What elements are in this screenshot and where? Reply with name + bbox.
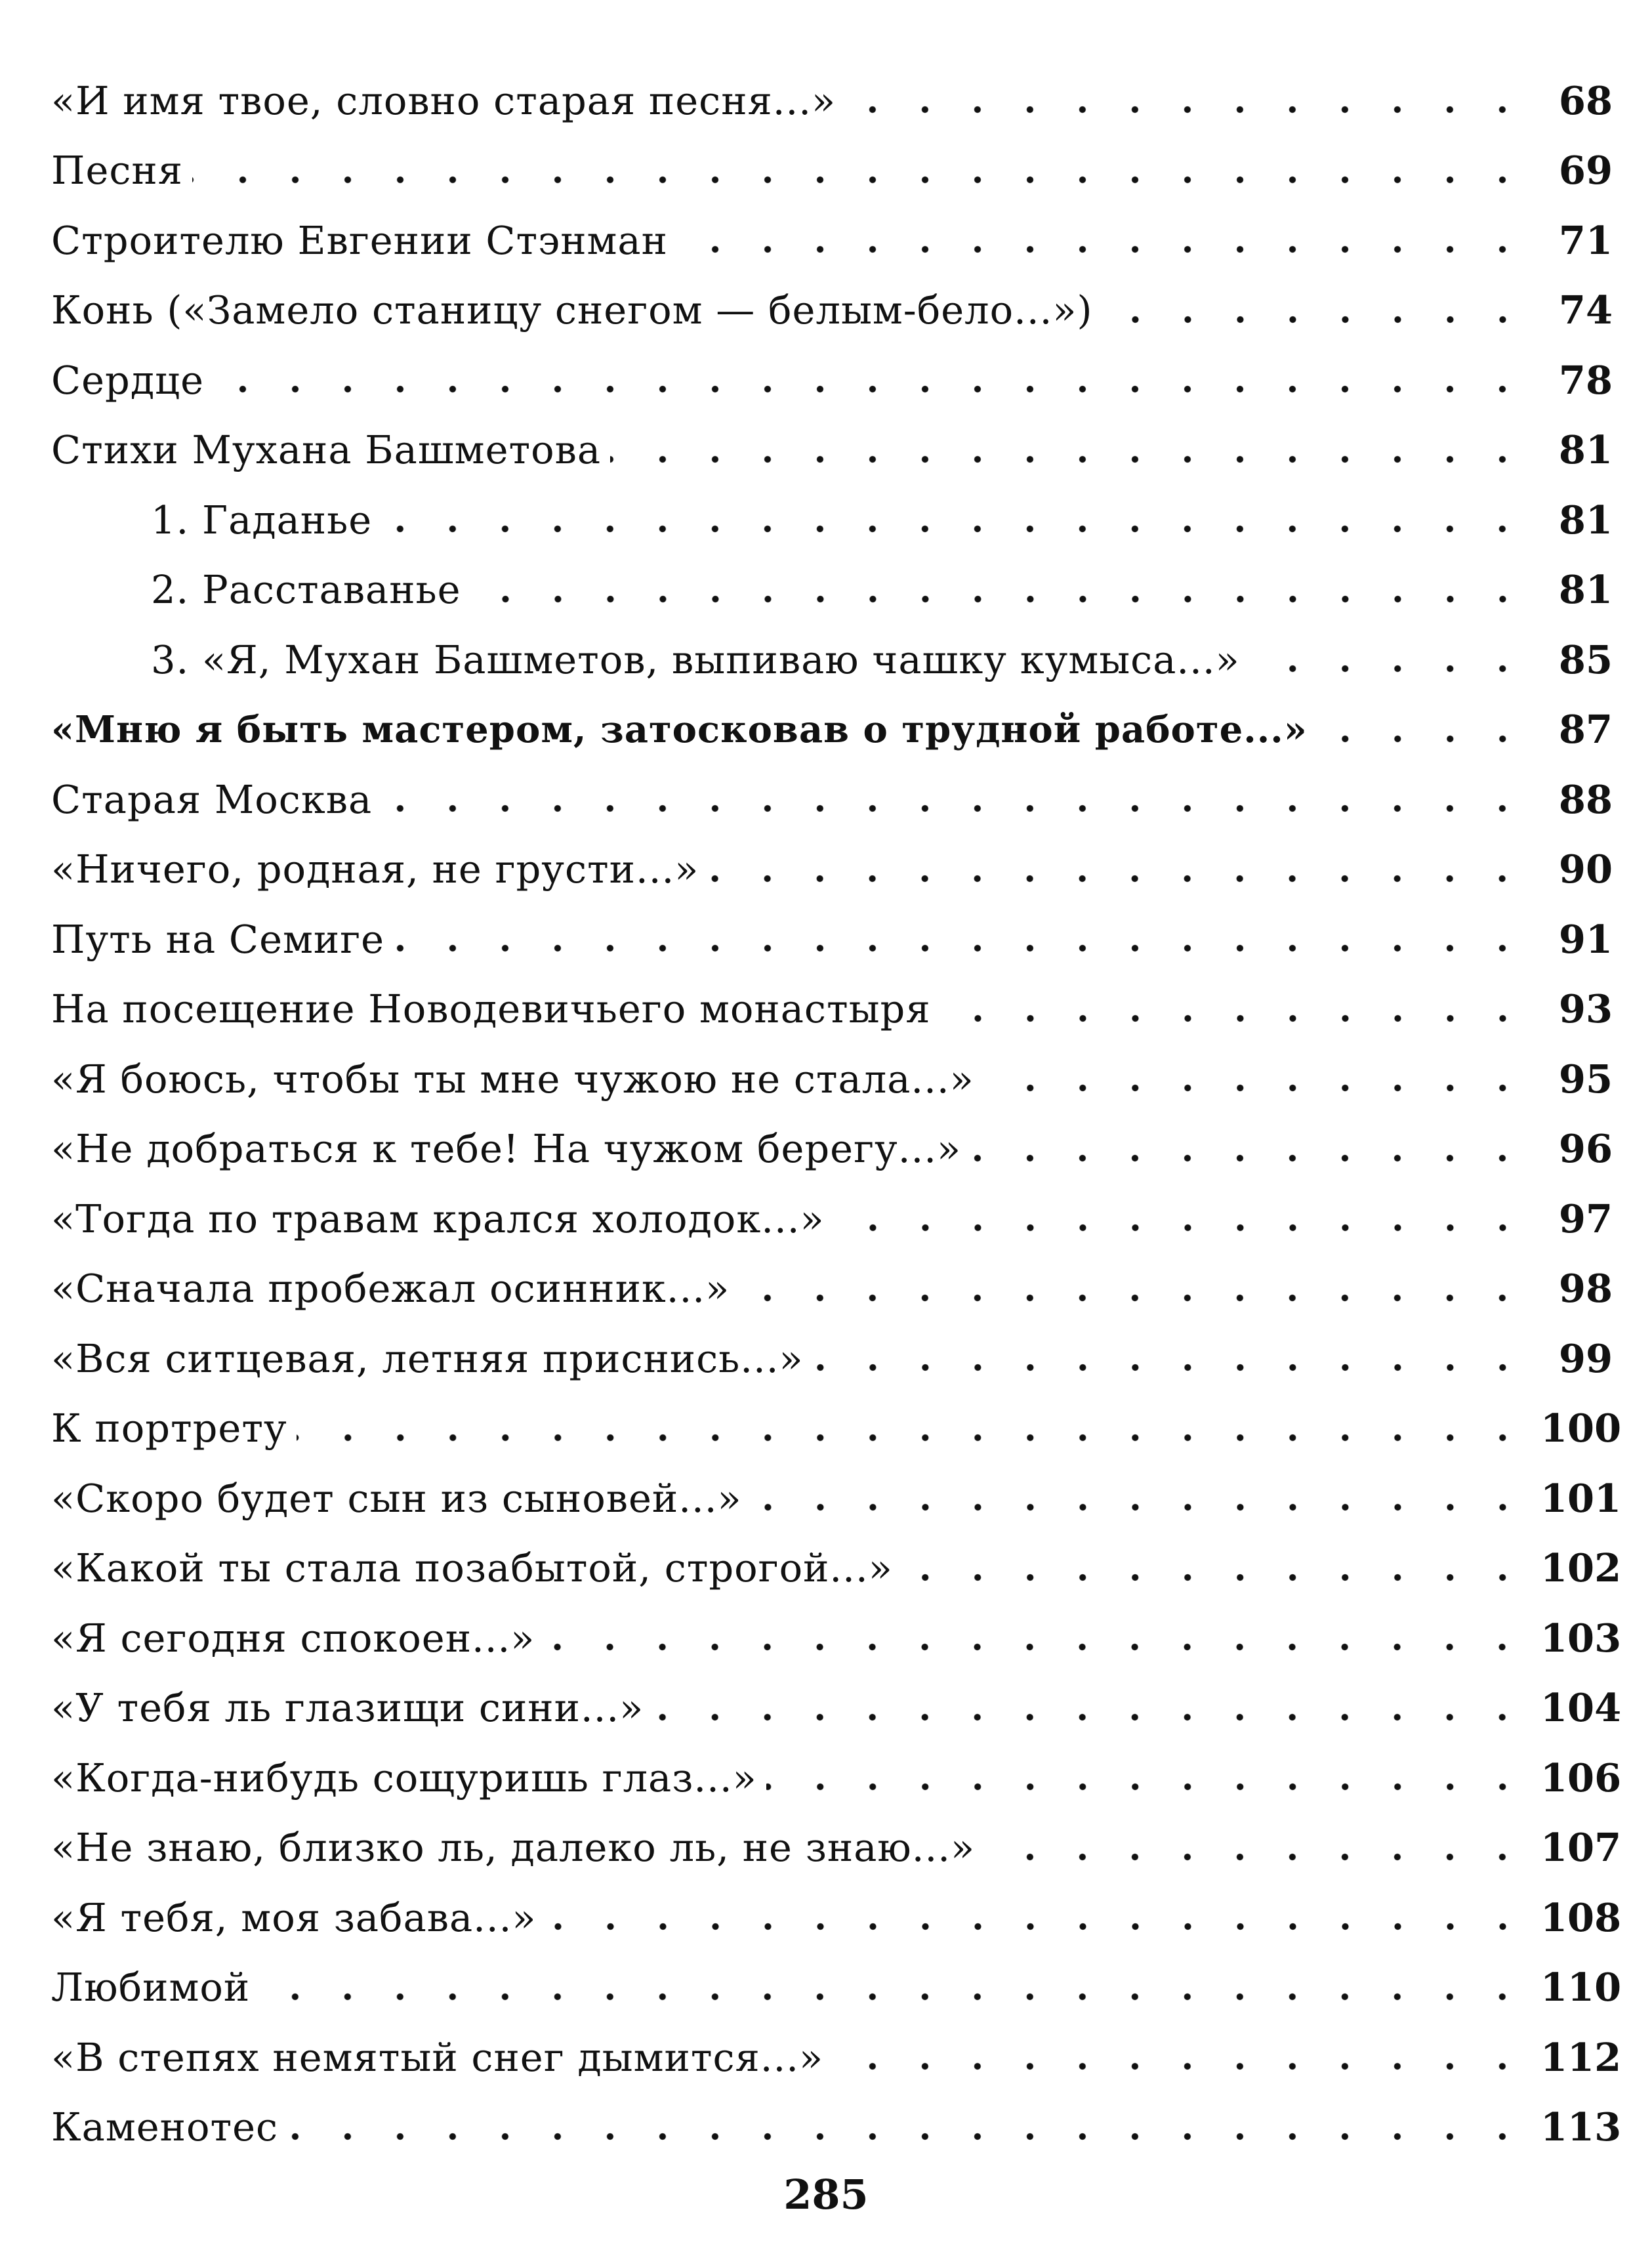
toc-entry <box>51 1394 1622 1464</box>
toc-entry <box>51 1044 1613 1114</box>
toc-entry <box>51 136 1613 206</box>
toc-entry <box>51 1184 1613 1254</box>
toc-entry-page: 104 <box>1540 1685 1622 1731</box>
toc-entry-title: Песня <box>51 148 192 193</box>
toc-entry <box>51 695 1613 765</box>
toc-entry-title: На посещение Новодевичьего монастыря <box>51 986 940 1032</box>
dot-leader <box>751 1503 1529 1511</box>
toc-entry-title: «Когда-нибудь сощуришь глаз...» <box>51 1755 766 1801</box>
toc-entry-page: 81 <box>1558 497 1613 543</box>
dot-leader <box>834 1224 1529 1232</box>
page-number: 285 <box>783 2171 869 2219</box>
toc-entry-title: «Тогда по травам крался холодок...» <box>51 1196 834 1241</box>
dot-leader <box>287 2133 1529 2140</box>
dot-leader <box>381 525 1529 533</box>
toc-entry-title: «Мню я быть мастером, затосковав о трудной работе...» <box>51 708 1317 751</box>
toc-entry-page: 78 <box>1558 357 1613 403</box>
toc-entry-page: 71 <box>1558 217 1613 263</box>
toc-entry-title: «В степях немятый снег дымится...» <box>51 2035 833 2080</box>
toc-entry-title: «И имя твое, словно старая песня...» <box>51 78 845 123</box>
toc-entry-title: «Не добраться к тебе! На чужом берегу...» <box>51 1126 970 1171</box>
toc-entry-page: 99 <box>1558 1335 1613 1381</box>
toc-entry-page: 81 <box>1558 427 1613 473</box>
dot-leader <box>833 2062 1529 2070</box>
toc-entry-page: 88 <box>1558 776 1613 822</box>
toc-entry <box>51 1603 1622 1673</box>
dot-leader <box>766 1783 1529 1791</box>
toc-entry <box>51 625 1613 695</box>
toc-entry-page: 87 <box>1558 707 1613 753</box>
dot-leader <box>546 1923 1529 1930</box>
toc-entry-page: 106 <box>1540 1755 1622 1801</box>
toc-entry-title: «Не знаю, близко ль, далеко ль, не знаю...» <box>51 1825 984 1870</box>
toc-entry <box>51 415 1613 486</box>
toc-entry-title: «Вся ситцевая, летняя приснись...» <box>51 1336 813 1381</box>
toc-entry <box>51 1533 1622 1604</box>
toc-entry-title: Каменотес <box>51 2104 287 2150</box>
dot-leader <box>1102 316 1529 323</box>
toc-entry <box>51 1114 1613 1184</box>
toc-entry <box>51 2022 1622 2093</box>
toc-entry <box>51 1813 1622 1883</box>
toc-entry-page: 98 <box>1558 1266 1613 1312</box>
toc-entry-title: К портрету <box>51 1406 297 1451</box>
toc-entry <box>51 555 1613 625</box>
toc-entry-title: «Скоро будет сын из сыновей...» <box>51 1476 751 1521</box>
toc-entry-page: 108 <box>1540 1894 1622 1940</box>
toc-entry-page: 113 <box>1540 2104 1622 2150</box>
toc-entry-page: 81 <box>1558 567 1613 613</box>
toc-entry-page: 74 <box>1558 287 1613 333</box>
toc-entry-title: «Я сегодня спокоен...» <box>51 1616 544 1661</box>
toc-entry-page: 90 <box>1558 846 1613 892</box>
toc-entry <box>51 205 1613 276</box>
dot-leader <box>970 1154 1529 1162</box>
toc-entry-title: «У тебя ль глазищи сини...» <box>51 1685 653 1730</box>
toc-entry <box>51 276 1613 346</box>
toc-entry-title: «Я боюсь, чтобы ты мне чужою не стала...» <box>51 1056 983 1102</box>
toc-entry-page: 102 <box>1540 1545 1622 1591</box>
toc-entry-title: Конь («Замело станицу снегом — белым-бело...») <box>51 287 1102 333</box>
toc-entry <box>51 2093 1622 2163</box>
toc-entry-page: 112 <box>1540 2034 1622 2080</box>
dot-leader <box>813 1364 1529 1371</box>
dot-leader <box>610 455 1529 463</box>
toc-entry-title: Путь на Семиге <box>51 917 394 962</box>
toc-entry <box>51 485 1613 555</box>
dot-leader <box>983 1084 1529 1092</box>
toc-entry-title: 2. Расставанье <box>51 567 470 612</box>
toc-entry-page: 103 <box>1540 1615 1622 1661</box>
dot-leader <box>1249 665 1529 673</box>
toc-entry <box>51 66 1613 136</box>
toc-entry-page: 110 <box>1540 1965 1622 2011</box>
dot-leader <box>394 944 1529 952</box>
dot-leader <box>381 804 1529 812</box>
dot-leader <box>653 1713 1529 1721</box>
toc-entry-page: 100 <box>1540 1406 1622 1451</box>
toc-entry <box>51 1953 1622 2023</box>
toc-entry <box>51 904 1613 974</box>
toc-entry <box>51 1743 1622 1813</box>
dot-leader <box>739 1294 1529 1302</box>
toc-entry <box>51 835 1613 905</box>
dot-leader <box>708 875 1529 883</box>
dot-leader <box>1317 735 1529 743</box>
toc-entry <box>51 345 1613 415</box>
toc-entry-title: Сердце <box>51 358 213 403</box>
toc-entry-title: Старая Москва <box>51 777 381 822</box>
dot-leader <box>544 1643 1529 1651</box>
dot-leader <box>213 385 1529 393</box>
toc-entry <box>51 1254 1613 1324</box>
toc-entry-title: «Ничего, родная, не грусти...» <box>51 846 708 892</box>
dot-leader <box>902 1574 1529 1581</box>
toc-entry-title: 3. «Я, Мухан Башметов, выпиваю чашку кумыса...» <box>51 637 1249 682</box>
toc-entry <box>51 1463 1622 1533</box>
toc-entry-page: 69 <box>1558 148 1613 194</box>
dot-leader <box>845 106 1529 114</box>
toc-entry-title: Любимой <box>51 1965 259 2010</box>
dot-leader <box>470 595 1529 603</box>
dot-leader <box>259 1993 1529 2001</box>
toc-entry <box>51 1883 1622 1953</box>
dot-leader <box>297 1434 1529 1442</box>
dot-leader <box>192 176 1529 184</box>
toc-entry-title: «Какой ты стала позабытой, строгой...» <box>51 1545 902 1591</box>
toc-entry-title: Стихи Мухана Башметова <box>51 427 610 472</box>
toc-entry-page: 96 <box>1558 1126 1613 1172</box>
toc-entry <box>51 1673 1622 1743</box>
toc-entry-title: 1. Гаданье <box>51 497 381 543</box>
dot-leader <box>940 1014 1529 1022</box>
toc-entry <box>51 974 1613 1045</box>
toc-entry-page: 101 <box>1540 1475 1622 1521</box>
toc-entry-page: 107 <box>1540 1825 1622 1871</box>
dot-leader <box>984 1853 1529 1861</box>
toc-entry-title: Строителю Евгении Стэнман <box>51 218 677 263</box>
toc-entry-page: 97 <box>1558 1196 1613 1241</box>
toc-entry-page: 95 <box>1558 1056 1613 1102</box>
toc-entry-page: 68 <box>1558 77 1613 123</box>
toc-entry-title: «Я тебя, моя забава...» <box>51 1895 546 1940</box>
toc-entry-title: «Сначала пробежал осинник...» <box>51 1266 739 1311</box>
table-of-contents <box>51 66 1622 2162</box>
toc-entry <box>51 1324 1613 1394</box>
toc-entry-page: 85 <box>1558 636 1613 682</box>
toc-entry-page: 93 <box>1558 986 1613 1032</box>
toc-entry <box>51 764 1613 835</box>
toc-entry-page: 91 <box>1558 916 1613 962</box>
dot-leader <box>677 245 1529 253</box>
